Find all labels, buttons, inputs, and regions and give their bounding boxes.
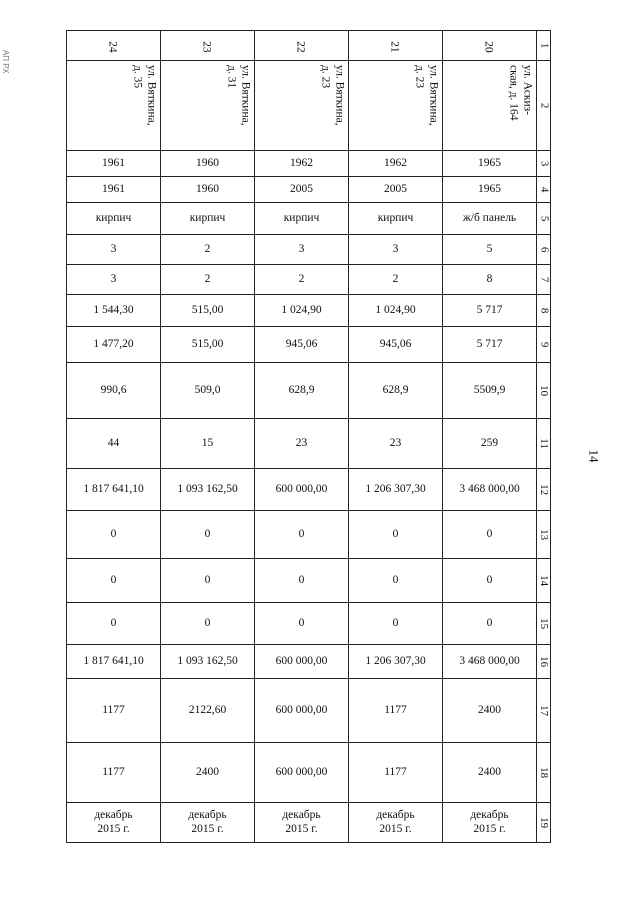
address-cell: ул. Вяткина, д. 23 [255,61,349,151]
table-cell: кирпич [67,203,161,235]
table-cell: 1177 [349,743,443,803]
column-number-cell: 21 [349,31,443,61]
table-cell: 2 [255,265,349,295]
table-row [67,235,551,265]
table-cell: 509,0 [161,363,255,419]
table-cell: 1177 [67,743,161,803]
address-cell: ул. Вяткина, д. 31 [161,61,255,151]
table-cell: 515,00 [161,295,255,327]
corner-mark: АП РХ [1,50,10,74]
table-cell: кирпич [255,203,349,235]
table-cell: 1 206 307,30 [349,645,443,679]
table-row [67,603,551,645]
table-cell: 1 024,90 [349,295,443,327]
table-cell: 1 024,90 [255,295,349,327]
row-number-cell: 7 [537,265,551,295]
address-cell: ул. Вяткина, д. 23 [349,61,443,151]
table-cell: 5 717 [443,295,537,327]
table-cell: 2005 [349,177,443,203]
table-cell: 0 [443,559,537,603]
table-cell: 3 [349,235,443,265]
header-row-addresses [67,61,551,151]
table-cell: 990,6 [67,363,161,419]
table-cell: 0 [255,603,349,645]
table-cell: 5 [443,235,537,265]
table-row [67,295,551,327]
table-cell: 600 000,00 [255,743,349,803]
table-cell: ж/б панель [443,203,537,235]
table-cell: декабрь 2015 г. [255,803,349,843]
table-cell: 1965 [443,151,537,177]
table-cell: 15 [161,419,255,469]
table-cell: декабрь 2015 г. [349,803,443,843]
table-cell: 2005 [255,177,349,203]
table-cell: 3 [255,235,349,265]
table-cell: 3 [67,235,161,265]
table-cell: 0 [67,603,161,645]
table-row [67,803,551,843]
table-cell: 8 [443,265,537,295]
table-cell: 44 [67,419,161,469]
table-row [67,419,551,469]
row-number-cell: 3 [537,151,551,177]
table-cell: 1 093 162,50 [161,469,255,511]
table-cell: 3 [67,265,161,295]
row-number-cell: 8 [537,295,551,327]
table-cell: 600 000,00 [255,679,349,743]
table-row [67,511,551,559]
table-cell: 2 [161,235,255,265]
table-cell: 3 468 000,00 [443,645,537,679]
table-row [67,177,551,203]
table-cell: 23 [255,419,349,469]
table-cell: 0 [161,559,255,603]
row-number-cell: 16 [537,645,551,679]
table-cell: 1 477,20 [67,327,161,363]
row-number-cell: 1 [537,31,551,61]
table-cell: 1961 [67,177,161,203]
table-row [67,363,551,419]
table-cell: 0 [349,603,443,645]
table-cell: 2 [349,265,443,295]
row-number-cell: 9 [537,327,551,363]
table-cell: 1962 [255,151,349,177]
table-cell: декабрь 2015 г. [161,803,255,843]
table-cell: 1960 [161,177,255,203]
table-cell: 0 [349,511,443,559]
row-number-cell: 4 [537,177,551,203]
table-cell: 1177 [349,679,443,743]
table-cell: 1 544,30 [67,295,161,327]
column-number-cell: 20 [443,31,537,61]
row-number-cell: 15 [537,603,551,645]
table-cell: 0 [255,559,349,603]
table-row [67,645,551,679]
table-cell: 2 [161,265,255,295]
data-table [66,30,551,843]
row-number-cell: 2 [537,61,551,151]
table-cell: 23 [349,419,443,469]
column-number-cell: 23 [161,31,255,61]
page-number: 14 [586,449,602,463]
table-cell: 0 [443,511,537,559]
row-number-cell: 17 [537,679,551,743]
table-cell: 0 [161,603,255,645]
row-number-cell: 14 [537,559,551,603]
address-cell: ул. Вяткина, д. 35 [67,61,161,151]
table-cell: 1 206 307,30 [349,469,443,511]
table-cell: 600 000,00 [255,645,349,679]
table-cell: 1962 [349,151,443,177]
table-cell: 0 [349,559,443,603]
column-number-cell: 24 [67,31,161,61]
table-cell: 628,9 [255,363,349,419]
table-cell: 515,00 [161,327,255,363]
table-row [67,265,551,295]
table-cell: 945,06 [255,327,349,363]
table-cell: 1177 [67,679,161,743]
table-cell: 600 000,00 [255,469,349,511]
table-cell: кирпич [161,203,255,235]
table-cell: 0 [443,603,537,645]
table-cell: 1 093 162,50 [161,645,255,679]
row-number-cell: 6 [537,235,551,265]
table-cell: кирпич [349,203,443,235]
table-cell: 2122,60 [161,679,255,743]
column-number-cell: 22 [255,31,349,61]
table-cell: 3 468 000,00 [443,469,537,511]
table-cell: декабрь 2015 г. [443,803,537,843]
row-number-cell: 12 [537,469,551,511]
table-cell: 1961 [67,151,161,177]
table-cell: 2400 [443,679,537,743]
table-cell: 0 [67,559,161,603]
table-row [67,469,551,511]
table-cell: 2400 [161,743,255,803]
table-cell: 1960 [161,151,255,177]
table-cell: 0 [161,511,255,559]
header-row-numbers [67,31,551,61]
row-number-cell: 19 [537,803,551,843]
table-cell: 628,9 [349,363,443,419]
table-cell: 5 717 [443,327,537,363]
table-row [67,203,551,235]
table-cell: 0 [255,511,349,559]
address-cell: ул. Аскиз- ская, д. 164 [443,61,537,151]
table-cell: 1965 [443,177,537,203]
table-cell: 1 817 641,10 [67,469,161,511]
row-number-cell: 5 [537,203,551,235]
table-cell: 0 [67,511,161,559]
table-cell: 259 [443,419,537,469]
table-row [67,743,551,803]
row-number-cell: 18 [537,743,551,803]
table-cell: 5509,9 [443,363,537,419]
row-number-cell: 13 [537,511,551,559]
row-number-cell: 11 [537,419,551,469]
table-cell: декабрь 2015 г. [67,803,161,843]
table-row [67,151,551,177]
table-cell: 1 817 641,10 [67,645,161,679]
table-cell: 945,06 [349,327,443,363]
table-cell: 2400 [443,743,537,803]
table-row [67,327,551,363]
table-row [67,679,551,743]
row-number-cell: 10 [537,363,551,419]
table-row [67,559,551,603]
